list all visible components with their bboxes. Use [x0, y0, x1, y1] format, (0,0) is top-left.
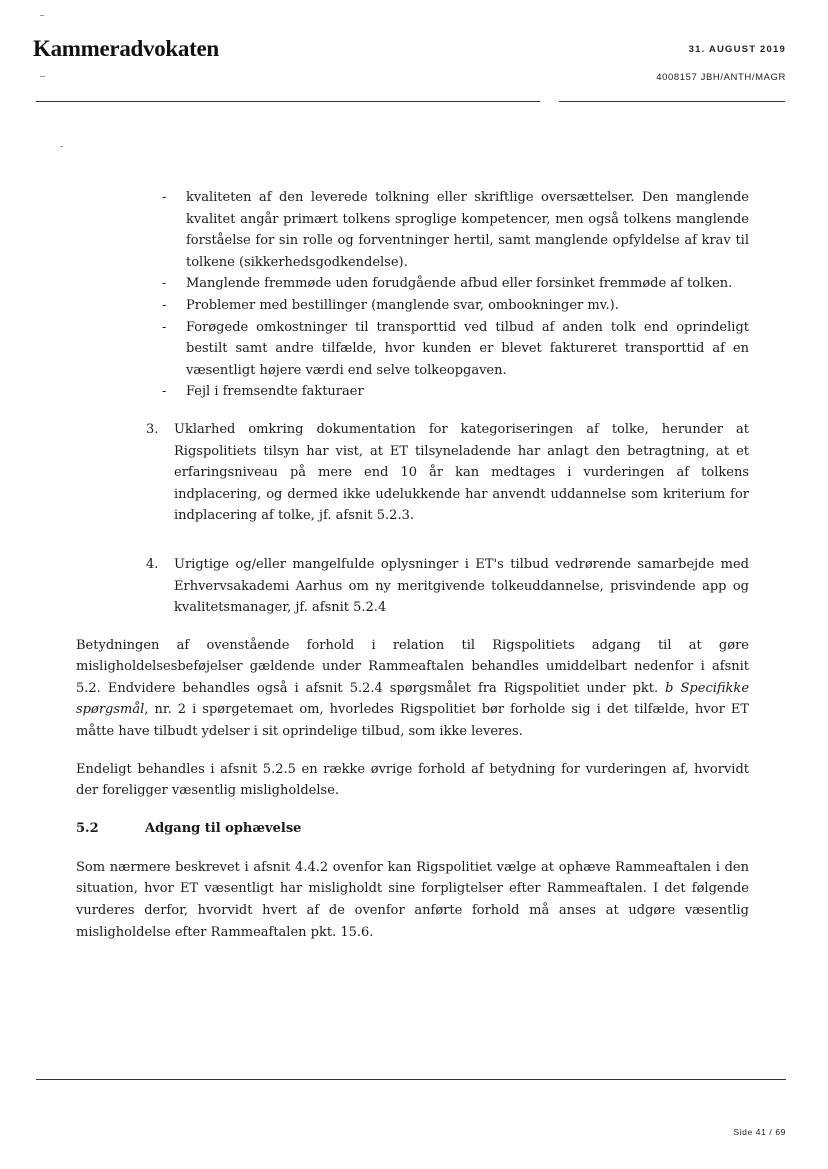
bullet-marker: -	[162, 297, 167, 313]
item-text: Uklarhed omkring dokumentation for kategoriseringen af tolke, herunder at Rigspolitiets tilsyn har vist, at ET tilsyneladende har anlagt den betragtning, at et erfaringsniveau på mere end 10 år kan medtages i vurderingen af tolkens indplacering, og dermed ikke udelukkende har anvendt uddannelse som kriterium for indplacering af tolke, jf. afsnit 5.2.3.	[174, 421, 749, 524]
scan-speck	[40, 76, 45, 77]
bullet-text: Problemer med bestillinger (manglende svar, ombookninger mv.).	[186, 297, 619, 313]
section-number: 5.2	[76, 820, 99, 836]
firm-logo: Kammeradvokaten	[33, 36, 219, 61]
bullet-marker: -	[162, 319, 167, 335]
page-number: Side 41 / 69	[733, 1127, 786, 1137]
bullet-marker: -	[162, 384, 167, 400]
section-heading	[76, 818, 749, 840]
body-paragraph	[76, 635, 749, 743]
item-text: Urigtige og/eller mangelfulde oplysninger i ET's tilbud vedrørende samarbejde med Erhvervsakademi Aarhus om ny meritgivende tolkeuddannelse, prisvindende app og kvalitetsmanager, jf. afsnit 5.2.4	[174, 556, 749, 616]
header-rule-right	[559, 101, 785, 102]
bullet-item	[162, 273, 749, 295]
bullet-text: Forøgede omkostninger til transporttid ved tilbud af anden tolk end oprindeligt bestilt samt andre tilfælde, hvor kunden er blevet faktureret transporttid af en væsentligt højere værdi end selve tolkeopgaven.	[186, 319, 749, 378]
body-paragraph: Endeligt behandles i afsnit 5.2.5 en række øvrige forhold af betydning for vurderingen af, hvorvidt der foreligger væsentlig misligholdelse.	[76, 761, 749, 799]
bullet-item	[162, 295, 749, 317]
numbered-item	[146, 419, 749, 527]
bullet-marker: -	[162, 276, 167, 292]
item-number: 4.	[146, 556, 159, 572]
bullet-item	[162, 317, 749, 382]
header-rule-left	[36, 101, 540, 102]
bullet-item	[162, 187, 749, 273]
body-paragraph: Som nærmere beskrevet i afsnit 4.4.2 ovenfor kan Rigspolitiet vælge at ophæve Rammeaftalen i den situation, hvor ET væsentligt har misligholdt sine forpligtelser efter Rammeaftalen. I det følgende vurderes derfor, hvorvidt hvert af de ovenfor anførte forhold må anses at udgøre væsentlig misligholdelse efter Rammeaftalen pkt. 15.6.	[76, 859, 749, 940]
document-body	[76, 187, 749, 943]
bullet-marker: -	[162, 190, 167, 205]
bullet-text: kvaliteten af den leverede tolkning eller skriftlige oversættelser. Den manglende kvalitet angår primært tolkens sproglige kompetencer, men også tolkens manglende forståelse for sin rolle og forventninger hertil, samt manglende opfyldelse af krav til tolkene (sikkerhedsgodkendelse).	[186, 190, 749, 270]
bullet-item	[162, 381, 749, 403]
scan-speck	[40, 15, 44, 16]
section-title: Adgang til ophævelse	[145, 820, 302, 836]
document-reference: 4008157 JBH/ANTH/MAGR	[656, 72, 786, 83]
footer-rule	[36, 1079, 786, 1080]
bullet-text: Manglende fremmøde uden forudgående afbud eller forsinket fremmøde af tolken.	[186, 276, 733, 292]
scan-speck	[60, 146, 63, 147]
paragraph-text: , nr. 2 i spørgetemaet om, hvorledes Rigspolitiet bør forholde sig i det tilfælde, hvor ET måtte have tilbudt ydelser i sit oprindelige tilbud, som ikke leveres.	[76, 702, 749, 740]
item-number: 3.	[146, 421, 159, 437]
bullet-list	[76, 187, 749, 403]
bullet-text: Fejl i fremsendte fakturaer	[186, 384, 364, 400]
numbered-item	[146, 554, 749, 619]
paragraph-text: Betydningen af ovenstående forhold i relation til Rigspolitiets adgang til at gøre misligholdelsesbeføjelser gældende under Rammeaftalen behandles umiddelbart nedenfor i afsnit 5.2. Endvidere behandles også i afsnit 5.2.4 spørgsmålet fra Rigspolitiet under pkt.	[76, 637, 749, 696]
numbered-list	[76, 419, 749, 619]
document-date: 31. AUGUST 2019	[688, 44, 786, 55]
paragraph-italic-reference: b Specifikke spørgsmål	[76, 680, 750, 718]
